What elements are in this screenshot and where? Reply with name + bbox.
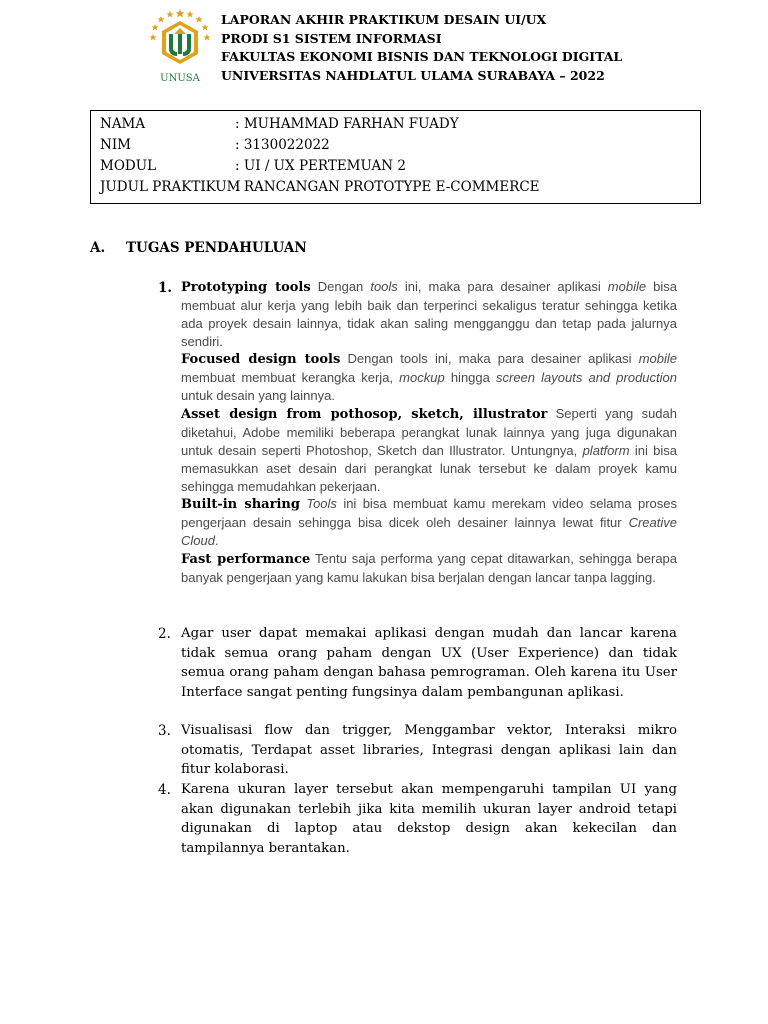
judul-value: : RANCANGAN PROTOTYPE E-COMMERCE (235, 179, 540, 195)
answer-1-focused-design-tools: Focused design tools Dengan tools ini, maka para desainer aplikasi mobile membuat membuat kerangka kerja, mockup hingga screen layouts and production untuk desain yang lainnya. (181, 351, 677, 403)
section-letter: A. (90, 240, 106, 256)
judul-label: JUDUL PRAKTIKUM (100, 179, 241, 195)
answer-3: Visualisasi flow dan trigger, Menggambar vektor, Interaksi mikro otomatis, Terdapat asset libraries, Integrasi dengan aplikasi lain dan fitur kolaborasi. (181, 723, 677, 778)
unusa-logo (148, 8, 212, 86)
section-title: TUGAS PENDAHULUAN (126, 240, 307, 256)
term-asset-design: Asset design from pothosop, sketch, illustrator (181, 407, 548, 422)
header-line-program: PRODI S1 SISTEM INFORMASI (221, 30, 442, 46)
nim-label: NIM (100, 137, 131, 153)
term-prototyping-tools: Prototyping tools (181, 280, 311, 295)
header-line-faculty: FAKULTAS EKONOMI BISNIS DAN TEKNOLOGI DIGITAL (221, 49, 623, 64)
answer-1-prototyping-tools: Prototyping tools Dengan tools ini, maka para desainer aplikasi mobile bisa membuat alur kerja yang lebih baik dan terperinci sekaligus teratur sehingga ketika ada proyek desain lainnya, tidak akan saling mengganggu dan tetap pada jalurnya sendiri. (181, 279, 677, 349)
header-lines (221, 11, 622, 85)
modul-label: MODUL (100, 158, 157, 174)
header-line-report: LAPORAN AKHIR PRAKTIKUM DESAIN UI/UX (221, 12, 547, 27)
answer-4: Karena ukuran layer tersebut akan mempengaruhi tampilan UI yang akan digunakan terlebih jika kita memilih ukuran layer android tetapi digunakan di laptop atau dekstop design akan kekecilan dan tampilannya berantakan. (181, 782, 677, 856)
document-header (148, 8, 748, 88)
answer-1-asset-design: Asset design from pothosop, sketch, illustrator Seperti yang sudah diketahui, Adobe memiliki beberapa perangkat lunak lainnya yang juga digunakan untuk desain seperti Photoshop, Sketch dan Illustrator. Untungnya, platform ini bisa memasukkan aset desain dari perangkat lunak tersebut ke dalam proyek kamu sehingga memudahkan pekerjaan. (181, 406, 677, 494)
logo-text: UNUSA (160, 73, 200, 84)
student-info-box (90, 110, 701, 204)
answer-2: Agar user dapat memakai aplikasi dengan mudah dan lancar karena tidak semua orang paham dengan UX (User Experience) dan tidak semua orang paham dengan bahasa pemrograman. Oleh karena itu User Interface sangat penting fungsinya dalam pembangunan aplikasi. (181, 626, 677, 700)
modul-value: : UI / UX PERTEMUAN 2 (235, 158, 406, 174)
header-line-university: UNIVERSITAS NAHDLATUL ULAMA SURABAYA – 2022 (221, 67, 605, 83)
item-number-4: 4. (158, 782, 171, 798)
term-built-in-sharing: Built-in sharing (181, 497, 300, 512)
item-number-3: 3. (158, 723, 171, 739)
nama-label: NAMA (100, 116, 146, 132)
item-number-1: 1. (158, 280, 173, 296)
answer-1-built-in-sharing: Built-in sharing Tools ini bisa membuat kamu merekam video selama proses pengerjaan desain sehingga bisa dicek oleh desainer lainnya lewat fitur Creative Cloud. (181, 496, 677, 548)
nama-value: : MUHAMMAD FARHAN FUADY (235, 116, 459, 132)
nim-value: : 3130022022 (235, 137, 330, 153)
term-fast-performance: Fast performance (181, 552, 311, 567)
term-focused-design-tools: Focused design tools (181, 352, 341, 367)
answer-1-fast-performance: Fast performance Tentu saja performa yang cepat ditawarkan, sehingga berapa banyak pengerjaan yang kamu lakukan bisa berjalan dengan lancar tanpa lagging. (181, 551, 678, 585)
item-number-2: 2. (158, 626, 171, 642)
